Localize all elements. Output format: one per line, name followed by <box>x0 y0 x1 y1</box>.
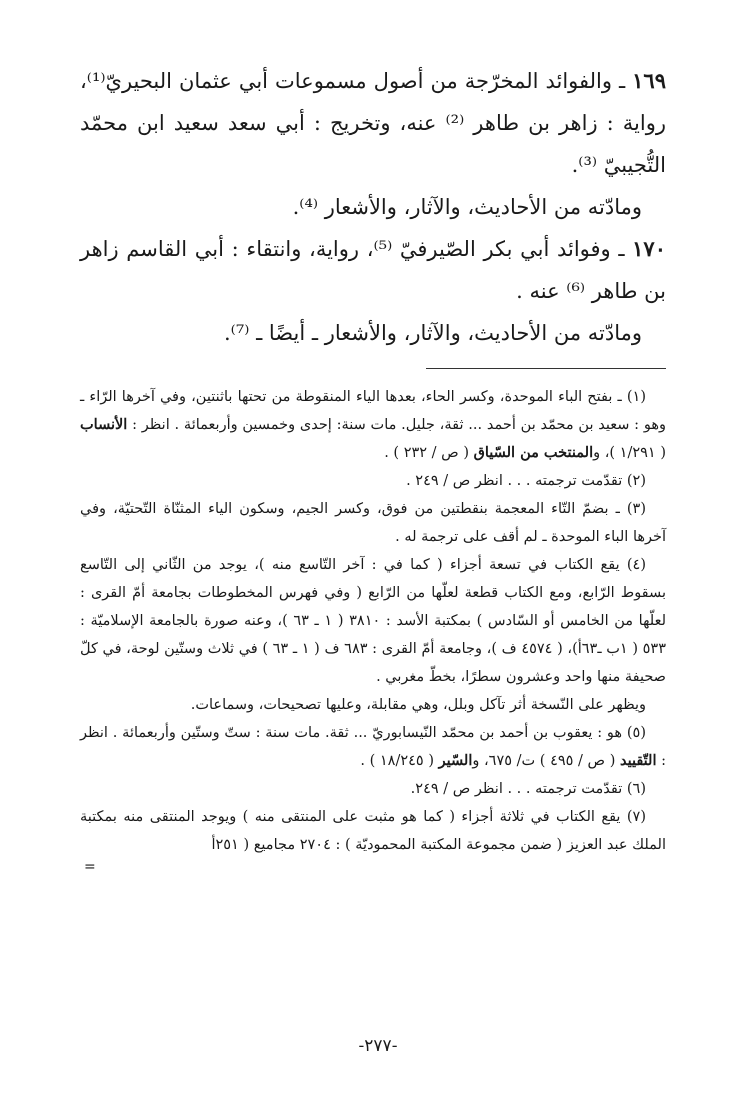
footnote-4: (٤) يقع الكتاب في تسعة أجزاء ( كما في : آخر التّاسع منه )، يوجد من الثّاني إلى التّاسع بسقوط الرّابع، ومع الكتاب قطعة لعلّها من الرّابع ( وفي فهرس المخطوطات بجامعة أمّ القرى : لعلّها من الخامس أو السّادس ) بمكتبة الأسد : ٣٨١٠ ( ١ ـ ٦٣ )، وعنه صورة بالجامعة الإسلاميّة : ٥٣٣ ( ١ب ـ٦٣أ)، ( ٤٥٧٤ ف )، وجامعة أمّ القرى : ٦٨٣ ف ( ١ ـ ٦٣ ) في ثلاث وستّين لوحة، في كلّ صحيفة منها واحد وعشرون سطرًا، بخطّ مغربي . <box>80 557 666 685</box>
book-page <box>80 60 666 875</box>
entry-169 <box>80 60 666 186</box>
entry-text: ـ وفوائد أبي بكر الصّيرفيّ ⁽⁵⁾، رواية، وانتقاء : أبي القاسم زاهر بن طاهر ⁽⁶⁾ عنه . <box>80 237 666 303</box>
footnote-4-continued: ويظهر على النّسخة أثر تآكل وبلل، وهي مقابلة، وعليها تصحيحات، وسماعات. <box>190 697 646 713</box>
footnote-2: (٢) تقدّمت ترجمته . . . انظر ص / ٢٤٩ . <box>406 473 646 489</box>
source-title: المنتخب من السّياق <box>473 444 594 461</box>
entry-number: ١٧٠ <box>632 236 666 261</box>
footnote-text: (١) ـ بفتح الباء الموحدة، وكسر الحاء، بعدها الياء المنقوطة من تحتها باثنتين، وفي آخرها الرّاء ـ وهو : سعيد بن محمّد بن أحمد ... ثقة، جليل. مات سنة: إحدى وخمسين وأربعمائة . انظر : <box>80 389 666 433</box>
footnote-text: ( ص / ٤٩٥ ) ت/ ٦٧٥، و <box>472 753 620 769</box>
page-number: -٢٧٧- <box>358 1036 398 1056</box>
entry-170 <box>80 228 666 312</box>
footnote-text: ( ص / ٢٣٢ ) . <box>384 445 474 461</box>
footnote-text: ( ١٨/٢٤٥ ) . <box>360 753 439 769</box>
entry-number: ١٦٩ <box>632 68 666 93</box>
source-title: التّقييد <box>619 752 657 769</box>
footnote-divider <box>426 368 666 369</box>
footnotes <box>80 383 666 875</box>
footnote-text: (٥) هو : يعقوب بن أحمد بن محمّد النّيسابوريّ ... ثقة. مات سنة : ستّ وستّين وأربعمائة . انظر : <box>80 725 666 769</box>
entry-170-material: ومادّته من الأحاديث، والآثار، والأشعار ـ أيضًا ـ ⁽⁷⁾. <box>223 321 642 345</box>
footnote-1 <box>80 383 666 467</box>
entry-169-material: ومادّته من الأحاديث، والآثار، والأشعار ⁽⁴⁾. <box>292 195 642 219</box>
footnote-5 <box>80 719 666 775</box>
source-title: الأنساب <box>80 416 128 433</box>
continuation-mark: = <box>84 859 96 875</box>
source-title: السّير <box>438 752 473 769</box>
footnote-6: (٦) تقدّمت ترجمته . . . انظر ص / ٢٤٩. <box>410 781 646 797</box>
footnote-7: (٧) يقع الكتاب في ثلاثة أجزاء ( كما هو مثبت على المنتقى منه ) ويوجد المنتقى منه بمكتبة الملك عبد العزيز ( ضمن مجموعة المكتبة المحموديّة ) : ٢٧٠٤ مجاميع ( ٢٥١أ <box>80 809 666 853</box>
footnote-3: (٣) ـ بضمّ التّاء المعجمة بنقطتين من فوق، وكسر الجيم، وسكون الياء المثنّاة التّحتيّة، وفي آخرها الباء الموحدة ـ لم أقف على ترجمة له . <box>80 501 666 545</box>
entry-text: ـ والفوائد المخرّجة من أصول مسموعات أبي عثمان البحيريّ⁽¹⁾، رواية : زاهر بن طاهر ⁽²⁾ عنه، وتخريج : أبي سعد سعيد ابن محمّد التُّجيبيّ ⁽³⁾. <box>80 69 666 177</box>
footnote-text: ( ١/٢٩١ )، و <box>593 445 666 461</box>
main-text <box>80 60 666 354</box>
